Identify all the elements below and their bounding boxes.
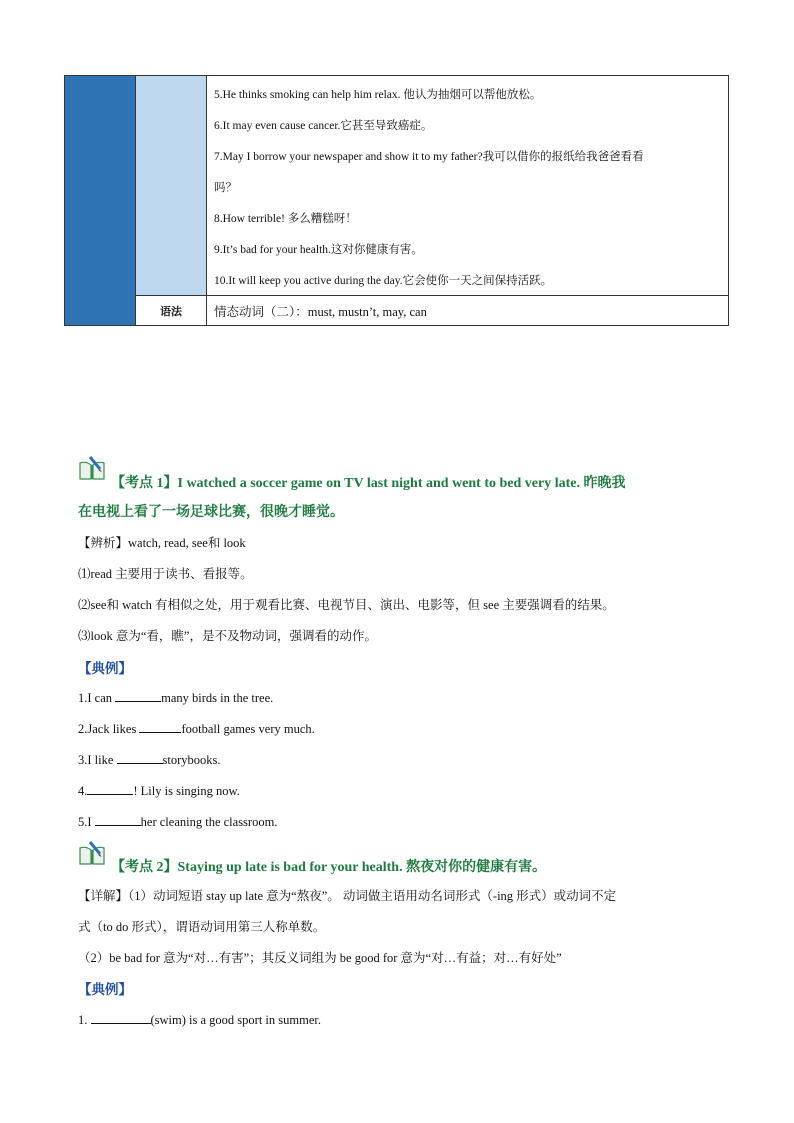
exercise-item bbox=[78, 689, 273, 706]
exercise-text: 2.Jack likes bbox=[78, 722, 140, 736]
exercise-text: storybooks. bbox=[162, 753, 221, 767]
sentence-item: 10.It will keep you active during the day.它会使你一天之间保持活跃。 bbox=[214, 275, 553, 287]
exercise-item bbox=[78, 720, 315, 737]
answer-blank[interactable] bbox=[117, 751, 163, 764]
exercise-text: ! Lily is singing now. bbox=[133, 784, 240, 798]
exercise-item bbox=[78, 813, 277, 830]
sentence-item: 8.How terrible! 多么糟糕呀！ bbox=[214, 213, 357, 225]
vocabulary-table bbox=[64, 75, 729, 326]
dianli-heading: 【典例】 bbox=[78, 661, 132, 676]
bianxi-heading: 【辨析】watch, read, see和 look bbox=[78, 536, 246, 550]
sentence-item: 7.May I borrow your newspaper and show it to my father?我可以借你的报纸给我爸爸看看 bbox=[214, 151, 644, 163]
exercise-text: 1. bbox=[78, 1013, 91, 1027]
detail-line: 【详解】（1）动词短语 stay up late 意为“熬夜”。 动词做主语用动名词形式（-ing 形式）或动词不定 bbox=[78, 889, 617, 903]
answer-blank[interactable] bbox=[115, 689, 161, 702]
sentence-item: 5.He thinks smoking can help him relax. 他认为抽烟可以帮他放松。 bbox=[214, 89, 542, 101]
kaodian2-title: 【考点 2】Staying up late is bad for your health. 熬夜对你的健康有害。 bbox=[111, 860, 547, 875]
sentence-item: 9.It’s bad for your health.这对你健康有害。 bbox=[214, 244, 423, 256]
kaodian1-title-line2: 在电视上看了一场足球比赛，很晚才睡觉。 bbox=[78, 505, 344, 520]
book-pencil-icon bbox=[78, 840, 106, 866]
exercise-text: 5.I bbox=[78, 815, 95, 829]
exercise-item bbox=[78, 782, 240, 799]
grammar-label: 语法 bbox=[136, 295, 207, 325]
exercise-text: her cleaning the classroom. bbox=[140, 815, 278, 829]
dianli-heading: 【典例】 bbox=[78, 982, 132, 997]
table-left-column bbox=[65, 76, 136, 325]
exercise-text: 3.I like bbox=[78, 753, 117, 767]
answer-blank[interactable] bbox=[91, 1011, 151, 1024]
detail-line: （2）be bad for 意为“对…有害”；其反义词组为 be good for 意为“对…有益；对…有好处” bbox=[78, 951, 562, 965]
sentence-item: 吗？ bbox=[214, 182, 237, 194]
grammar-text: 情态动词（二）：must, mustn’t, may, can bbox=[207, 295, 728, 325]
table-category-cell bbox=[136, 76, 207, 295]
exercise-text: (swim) is a good sport in summer. bbox=[150, 1013, 321, 1027]
point-item: ⑵see和 watch 有相似之处，用于观看比赛、电视节目、演出、电影等，但 see 主要强调看的结果。 bbox=[78, 598, 615, 612]
exercise-text: 4. bbox=[78, 784, 88, 798]
sentence-item: 6.It may even cause cancer.它甚至导致癌症。 bbox=[214, 120, 433, 132]
exercise-text: many birds in the tree. bbox=[161, 691, 274, 705]
exercise-item bbox=[78, 1011, 321, 1028]
point-item: ⑶look 意为“看，瞧”，是不及物动词，强调看的动作。 bbox=[78, 629, 377, 643]
answer-blank[interactable] bbox=[87, 782, 133, 795]
kaodian1-title-line1: 【考点 1】I watched a soccer game on TV last night and went to bed very late. 昨晚我 bbox=[111, 476, 626, 491]
answer-blank[interactable] bbox=[139, 720, 181, 733]
exercise-text: 1.I can bbox=[78, 691, 116, 705]
detail-line: 式（to do 形式），谓语动词用第三人称单数。 bbox=[78, 920, 326, 934]
sentence-list bbox=[207, 76, 728, 295]
book-pencil-icon bbox=[78, 455, 106, 481]
exercise-text: football games very much. bbox=[181, 722, 315, 736]
answer-blank[interactable] bbox=[95, 813, 141, 826]
point-item: ⑴read 主要用于读书、看报等。 bbox=[78, 567, 253, 581]
exercise-item bbox=[78, 751, 221, 768]
